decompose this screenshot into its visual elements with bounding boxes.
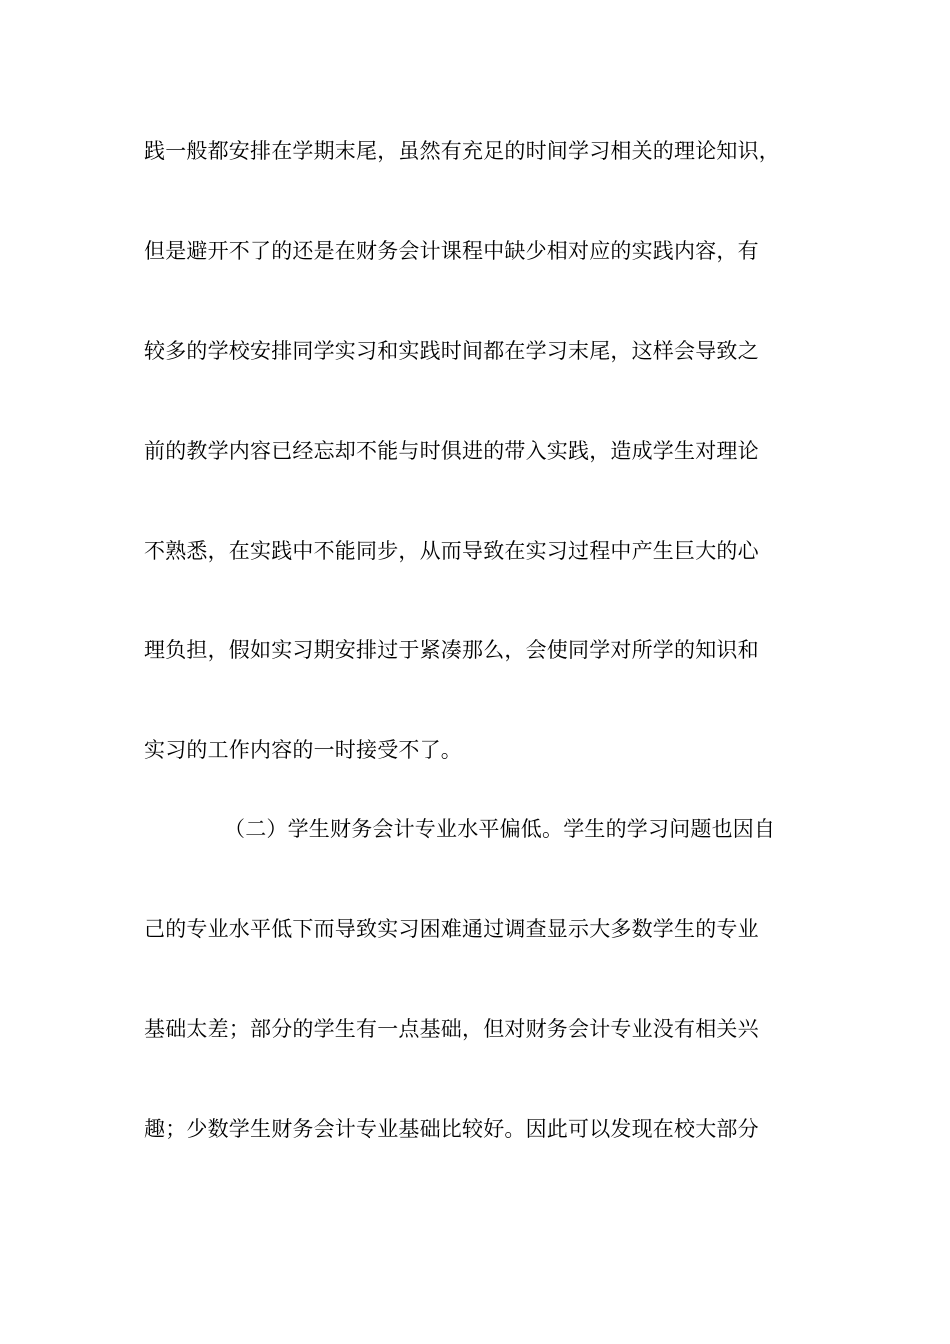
paragraph-line: 己的专业水平低下而导致实习困难通过调查显示大多数学生的专业 xyxy=(144,917,759,941)
paragraph-line: 实习的工作内容的一时接受不了。 xyxy=(144,738,462,762)
paragraph-line: 理负担，假如实习期安排过于紧凑那么，会使同学对所学的知识和 xyxy=(144,638,759,662)
paragraph-line: 较多的学校安排同学实习和实践时间都在学习末尾，这样会导致之 xyxy=(144,339,759,363)
paragraph-line: 但是避开不了的还是在财务会计课程中缺少相对应的实践内容，有 xyxy=(144,239,759,263)
paragraph-line: 前的教学内容已经忘却不能与时俱进的带入实践，造成学生对理论 xyxy=(144,439,759,463)
paragraph-line: 践一般都安排在学期末尾，虽然有充足的时间学习相关的理论知识， xyxy=(144,139,780,163)
paragraph-line: 趣；少数学生财务会计专业基础比较好。因此可以发现在校大部分 xyxy=(144,1117,759,1141)
section-heading-line: （二）学生财务会计专业水平偏低。学生的学习问题也因自 xyxy=(224,817,776,841)
paragraph-line: 不熟悉，在实践中不能同步，从而导致在实习过程中产生巨大的心 xyxy=(144,539,759,563)
paragraph-line: 基础太差；部分的学生有一点基础，但对财务会计专业没有相关兴 xyxy=(144,1017,759,1041)
